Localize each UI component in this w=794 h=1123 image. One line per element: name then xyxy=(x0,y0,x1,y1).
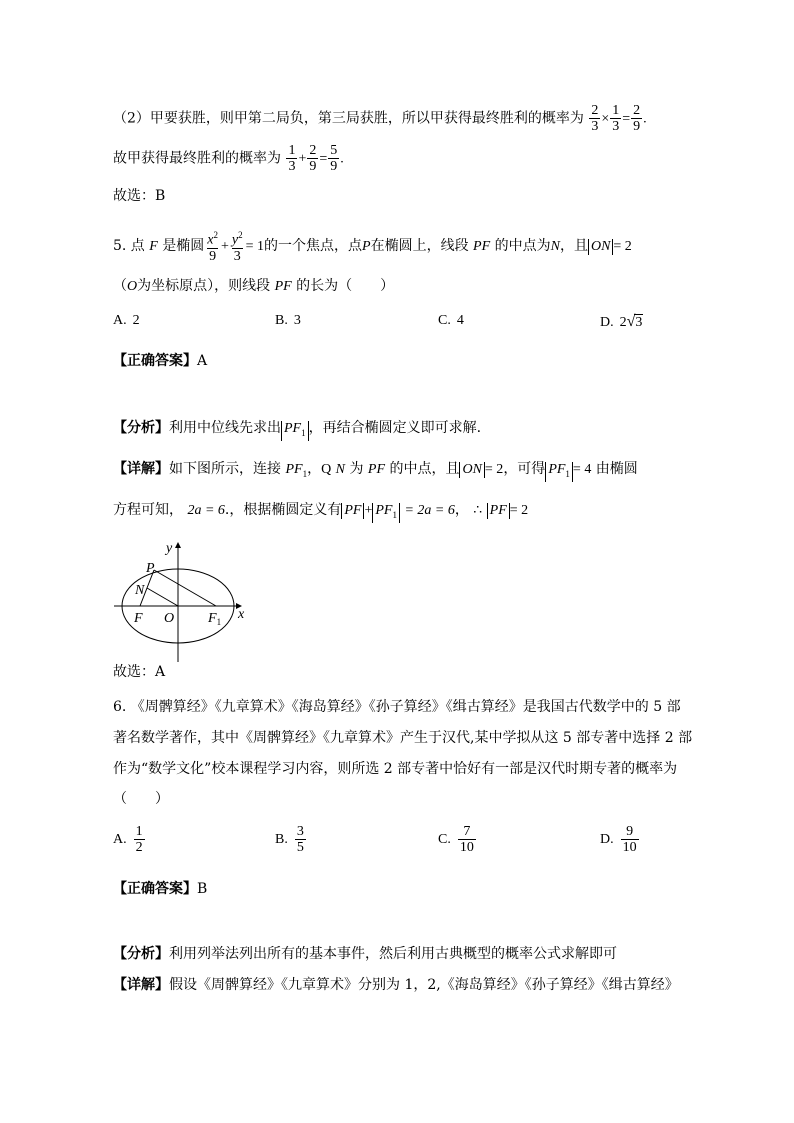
correct-answer-value: B xyxy=(197,881,208,897)
abs-PF1: $PF_1$ xyxy=(372,503,400,523)
equals-four: = 4 xyxy=(572,462,592,477)
analysis-label: 【分析】 xyxy=(113,946,169,962)
var-P: P xyxy=(362,238,371,254)
detail-text: 由椭圆 xyxy=(595,461,638,477)
abs-PF: PF xyxy=(487,503,510,519)
detail-text: ， xyxy=(307,461,322,477)
fraction-x2-over-9: $\frac{x^2}{9}$ xyxy=(207,230,218,264)
q5-answer: 故选：A xyxy=(113,664,166,680)
detail-label: 【详解】 xyxy=(113,461,169,477)
part2-line xyxy=(113,103,647,134)
abs-PF: PF xyxy=(341,503,364,519)
q5-option-c: C. 4 xyxy=(438,313,464,328)
label-F: F xyxy=(134,611,143,626)
detail-text: 假设《周髀算经》《九章算术》分别为 1，2,《海岛算经》《孙子算经》《缉古算经》 xyxy=(169,977,679,993)
fraction: $\frac{1}{3}$ xyxy=(612,103,620,134)
detail-text: 为 xyxy=(349,461,364,477)
expr-2a-eq-6: = 2a = 6 xyxy=(404,503,455,518)
conclusion-line xyxy=(113,143,344,174)
q5-detail-line2 xyxy=(113,500,528,523)
fraction: $\frac{2}{9}$ xyxy=(633,103,641,134)
equals-sign: = xyxy=(622,111,631,127)
var-N: N xyxy=(335,462,345,477)
analysis-text: 利用中位线先求出 xyxy=(169,420,281,436)
equals-two: = 2 xyxy=(509,503,529,518)
period: . xyxy=(643,111,647,127)
q6-stem-line1: 6. 《周髀算经》《九章算术》《海岛算经》《孙子算经》《缉古算经》是我国古代数学中的 5 部 xyxy=(113,699,681,715)
q5-option-a: A. 2 xyxy=(113,313,140,328)
var-PF: PF xyxy=(367,462,385,477)
expr-2a-eq-6: 2a = 6 xyxy=(187,503,225,518)
part2-text: （2）甲要获胜，则甲第二局负，第三局获胜，所以甲获得最终胜利的概率为 xyxy=(113,110,584,127)
label-x: x xyxy=(238,607,245,622)
detail-text: 如下图所示，连接 xyxy=(169,461,281,477)
equals-one: = 1 xyxy=(245,238,265,254)
plus-sign: + xyxy=(364,503,373,518)
q6-option-a: A. $\frac{1}{2}$ xyxy=(113,824,143,855)
plus-sign: + xyxy=(298,151,307,167)
period: . xyxy=(340,151,344,167)
therefore-sign: ∴ xyxy=(473,503,483,518)
correct-answer-label: 【正确答案】 xyxy=(113,353,197,369)
q6-stem-line2: 著名数学著作，其中《周髀算经》《九章算术》产生于汉代,某中学拟从这 5 部专著中选择 2 部 xyxy=(113,730,693,746)
detail-text: .，根据椭圆定义有 xyxy=(224,502,342,518)
conclusion-text: 故甲获得最终胜利的概率为 xyxy=(113,150,281,167)
analysis-text: 利用列举法列出所有的基本事件，然后利用古典概型的概率公式求解即可 xyxy=(169,946,617,962)
q5-text: 为坐标原点），则线段 xyxy=(137,278,271,294)
q5-text: 在椭圆上，线段 xyxy=(370,237,469,254)
q5-stem-line2 xyxy=(113,276,394,297)
correct-answer-value: A xyxy=(197,353,208,369)
var-Q: Q xyxy=(321,462,332,477)
q5-text: 5. 点 xyxy=(113,237,145,254)
fraction-y2-over-3: $\frac{y^2}{3}$ xyxy=(231,230,243,264)
var-O: O xyxy=(127,279,138,294)
equals-two: = 2 xyxy=(613,238,632,254)
q6-option-d: D. $\frac{9}{10}$ xyxy=(600,824,637,855)
label-O: O xyxy=(164,611,175,626)
var-F: F xyxy=(149,238,158,254)
q6-option-b: B. $\frac{3}{5}$ xyxy=(275,824,304,855)
abs-ON: ON xyxy=(588,239,613,255)
label-P: P xyxy=(146,561,155,576)
detail-text: 的中点，且 xyxy=(389,461,460,477)
label-N: N xyxy=(135,583,145,598)
fraction: $\frac{2}{9}$ xyxy=(309,143,317,174)
y-axis-arrow-icon xyxy=(175,542,181,548)
label-F1: $F_1$ xyxy=(208,611,222,627)
times-sign: × xyxy=(601,111,610,127)
q5-text: 的一个焦点，点 xyxy=(264,237,363,254)
abs-ON: ON xyxy=(459,462,484,478)
q5-detail-line1 xyxy=(113,459,638,484)
fraction: $\frac{1}{3}$ xyxy=(288,143,296,174)
q6-stem-line4: （ ） xyxy=(113,791,169,807)
abs-PF1: $PF_1$ xyxy=(281,421,309,441)
var-PF: PF xyxy=(473,238,491,254)
analysis-text: ，再结合椭圆定义即可求解. xyxy=(308,420,482,436)
q6-stem-line3: 作为“数学文化”校本课程学习内容，则所选 2 部专著中恰好有一部是汉代时期专著的概率为 xyxy=(113,761,678,777)
q6-analysis xyxy=(113,944,617,964)
q5-text: 的长为（ ） xyxy=(296,278,395,294)
detail-text: 方程可知， xyxy=(113,502,183,518)
answer-line: 故选：B xyxy=(113,188,166,204)
q5-analysis xyxy=(113,418,481,441)
q5-option-d: D. 2√3 xyxy=(600,313,643,330)
q5-stem-line1 xyxy=(113,228,632,264)
abs-PF1: $PF_1$ xyxy=(545,462,573,482)
q5-text: ，且 xyxy=(559,237,588,254)
var-N: N xyxy=(550,238,560,254)
q6-correct-answer xyxy=(113,879,207,899)
q6-detail xyxy=(113,975,679,995)
q5-option-b: B. 3 xyxy=(275,313,301,328)
detail-text: ，可得 xyxy=(503,461,546,477)
equals-two: = 2 xyxy=(484,462,504,477)
fraction: $\frac{5}{9}$ xyxy=(330,143,338,174)
plus-sign: + xyxy=(221,238,229,254)
q5-text: 是椭圆 xyxy=(162,237,205,254)
q5-correct-answer xyxy=(113,351,207,371)
ellipse-figure xyxy=(108,538,254,666)
q5-text: （ xyxy=(113,278,127,294)
detail-label: 【详解】 xyxy=(113,977,169,993)
var-PF: PF xyxy=(274,279,292,294)
q6-option-c: C. $\frac{7}{10}$ xyxy=(438,824,474,855)
equals-sign: = xyxy=(319,151,328,167)
analysis-label: 【分析】 xyxy=(113,420,169,436)
correct-answer-label: 【正确答案】 xyxy=(113,881,197,897)
label-y: y xyxy=(166,541,173,556)
segment-ON xyxy=(147,588,178,606)
segment-PF1 xyxy=(154,570,216,606)
detail-text: ， xyxy=(454,502,469,518)
q5-text: 的中点为 xyxy=(494,237,551,254)
sqrt-three: 3 xyxy=(635,315,643,330)
var-PF1: $PF_1$ xyxy=(285,462,308,479)
fraction: $\frac{2}{3}$ xyxy=(591,103,599,134)
